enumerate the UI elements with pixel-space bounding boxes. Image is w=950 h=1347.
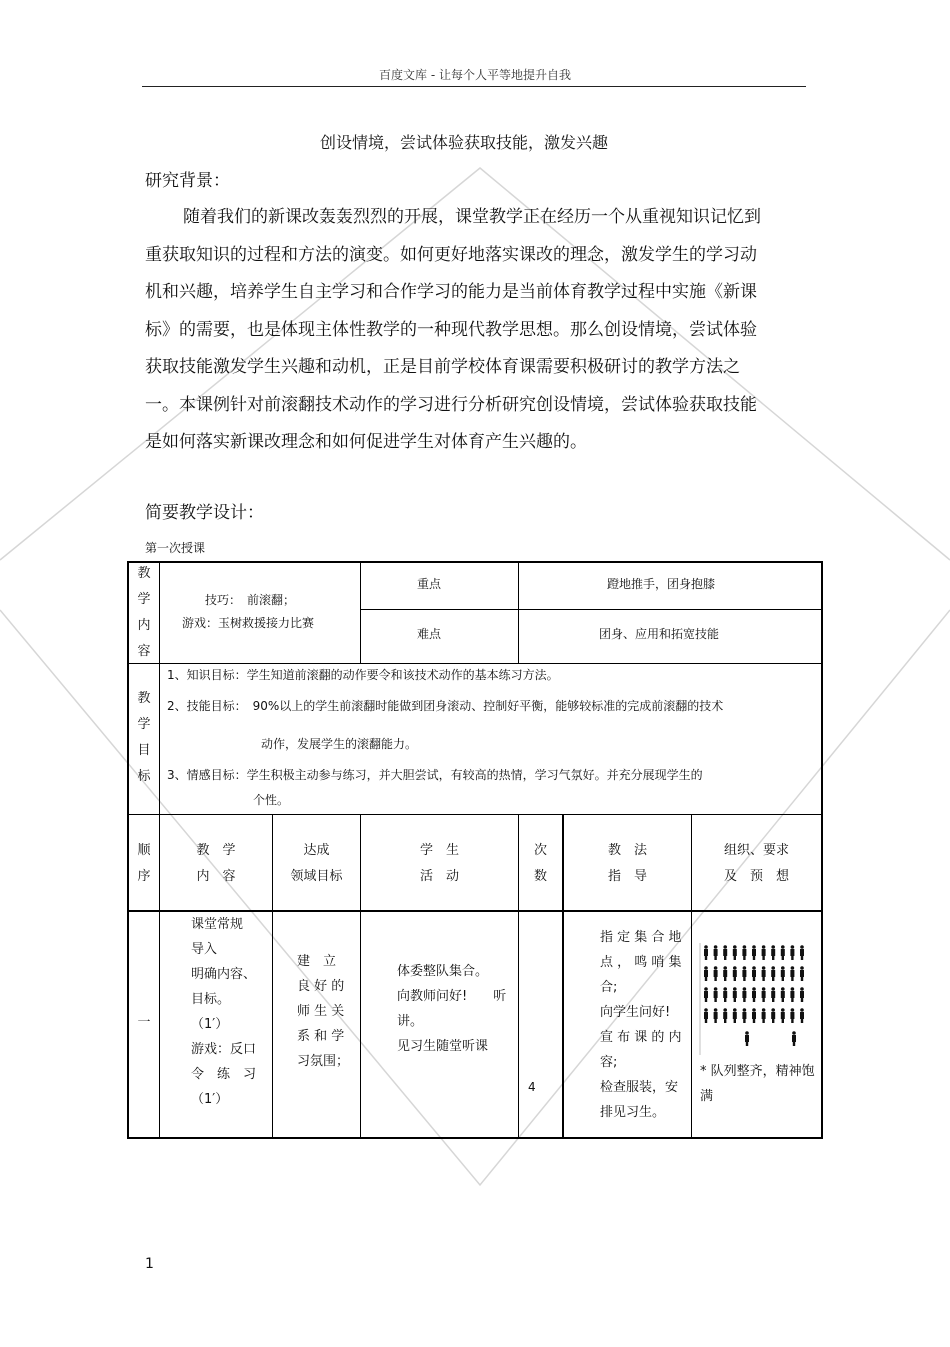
header-order: 顺 序 <box>137 843 151 884</box>
goal-skill-cont: 动作，发展学生的滚翻能力。 <box>261 737 418 751</box>
goal-skill: 2、技能目标： 90%以上的学生前滚翻时能做到团身滚动、控制好平衡，能够较标准的完成前滚翻的技术 <box>167 699 724 713</box>
student-figure <box>723 987 727 1002</box>
student-figure <box>781 945 785 960</box>
student-figure <box>762 987 766 1002</box>
header-text: 百度文库 - 让每个人平等地提升自我 <box>379 68 571 82</box>
student-figure <box>742 945 746 960</box>
student-figure <box>714 945 718 960</box>
student-figure <box>742 987 746 1002</box>
student-figure <box>704 966 708 981</box>
row1-times: 4 <box>528 1080 536 1094</box>
student-figure <box>771 1008 775 1023</box>
header-times: 次 数 <box>533 843 547 884</box>
student-figure <box>790 966 794 981</box>
student-figure <box>800 987 804 1002</box>
background-heading: 研究背景： <box>145 171 230 191</box>
student-figure <box>733 987 737 1002</box>
student-figure <box>714 987 718 1002</box>
header-activity: 学 生 活 动 <box>419 843 459 884</box>
student-figure <box>771 987 775 1002</box>
student-figure <box>733 945 737 960</box>
header-organization: 组织、要求 及 预 想 <box>723 843 789 884</box>
student-figure <box>790 987 794 1002</box>
student-figure <box>752 1008 756 1023</box>
row1-organization-note: * 队列整齐，精神饱 满 <box>700 1064 815 1104</box>
formation-diagram <box>698 943 816 1055</box>
goal-knowledge: 1、知识目标：学生知道前滚翻的动作要令和该技术动作的基本练习方法。 <box>167 668 559 682</box>
student-figure <box>762 966 766 981</box>
student-figure <box>752 987 756 1002</box>
document-title: 创设情境，尝试体验获取技能，激发兴趣 <box>319 133 608 152</box>
header-content: 教 学 内 容 <box>196 843 236 884</box>
student-figure <box>723 966 727 981</box>
row1-domain: 建 立 良 好 的 师 生 关 系 和 学 习氛围； <box>297 954 350 1069</box>
goal-emotion: 3、情感目标：学生积极主动参与练习，并大胆尝试，有较高的热情，学习气氛好。并充分展现学生的 <box>167 768 703 782</box>
student-figure <box>733 966 737 981</box>
row1-activity: 体委整队集合。 向教师问好! 听 讲。 见习生随堂听课 <box>397 964 507 1054</box>
student-figure <box>752 945 756 960</box>
student-figure <box>742 966 746 981</box>
student-figure <box>790 1008 794 1023</box>
goal-label: 教 学 目 标 <box>137 691 151 784</box>
goal-emotion-cont: 个性。 <box>253 793 290 807</box>
student-figure <box>800 1008 804 1023</box>
key-point-label: 重点 <box>417 577 442 591</box>
student-figure <box>704 945 708 960</box>
header-method: 教 法 指 导 <box>607 843 647 884</box>
content-item-1: 技巧： 前滚翻； <box>205 593 296 607</box>
student-figure <box>771 966 775 981</box>
content-label: 教 学 内 容 <box>137 566 151 659</box>
student-figure <box>714 966 718 981</box>
difficulty-value: 团身、应用和拓宽技能 <box>599 627 720 641</box>
student-figure <box>781 1008 785 1023</box>
row1-order: 一 <box>137 1015 151 1030</box>
background-paragraph: 随着我们的新课改轰轰烈烈的开展，课堂教学正在经历一个从重视知识记忆到重获取知识的过程和方法的演变。如何更好地落实课改的理念，激发学生的学习动机和兴趣，培养学生自主学习和合作学习的能力是当前体育教学过程中实施《新课标》的需要，也是体现主体性教学的一种现代教学思想。那么创设情境，尝试体验获取技能激发学生兴趣和动机，正是目前学校体育课需要积极研讨的教学方法之一。本课例针对前滚翻技术动作的学习进行分析研究创设情境，尝试体验获取技能是如何落实新课改理念和如何促进学生对体育产生兴趣的。 <box>145 207 761 452</box>
student-figure <box>742 1008 746 1023</box>
teacher-figure <box>792 1031 796 1046</box>
student-figure <box>752 966 756 981</box>
row1-method: 指 定 集 合 地 点 ， 鸣 哨 集 合; 向学生问好! 宣 布 课 的 内 容; 检查服装，安 排见习生。 <box>600 930 682 1120</box>
student-figure <box>771 945 775 960</box>
lesson-label: 第一次授课 <box>145 541 206 555</box>
difficulty-label: 难点 <box>417 627 442 641</box>
row1-content: 课堂常规 导入 明确内容、 目标。 （1′） 游戏：反口 令 练 习 （1′） <box>191 917 257 1107</box>
student-figure <box>781 987 785 1002</box>
content-item-2: 游戏：玉树救援接力比赛 <box>182 616 315 630</box>
student-figure <box>714 1008 718 1023</box>
design-heading: 简要教学设计： <box>145 503 264 523</box>
student-figure <box>733 1008 737 1023</box>
student-figure <box>723 945 727 960</box>
student-figure <box>781 966 785 981</box>
student-figure <box>704 987 708 1002</box>
student-figure <box>704 1008 708 1023</box>
header-rule <box>142 86 806 87</box>
teacher-figure <box>745 1031 749 1046</box>
header-domain: 达成 领域目标 <box>290 843 343 884</box>
student-figure <box>800 966 804 981</box>
student-figure <box>762 945 766 960</box>
student-figure <box>790 945 794 960</box>
student-figure <box>762 1008 766 1023</box>
key-point-value: 蹬地推手，团身抱膝 <box>607 577 716 591</box>
student-figure <box>800 945 804 960</box>
student-figure <box>723 1008 727 1023</box>
page-number: 1 <box>145 1256 154 1272</box>
